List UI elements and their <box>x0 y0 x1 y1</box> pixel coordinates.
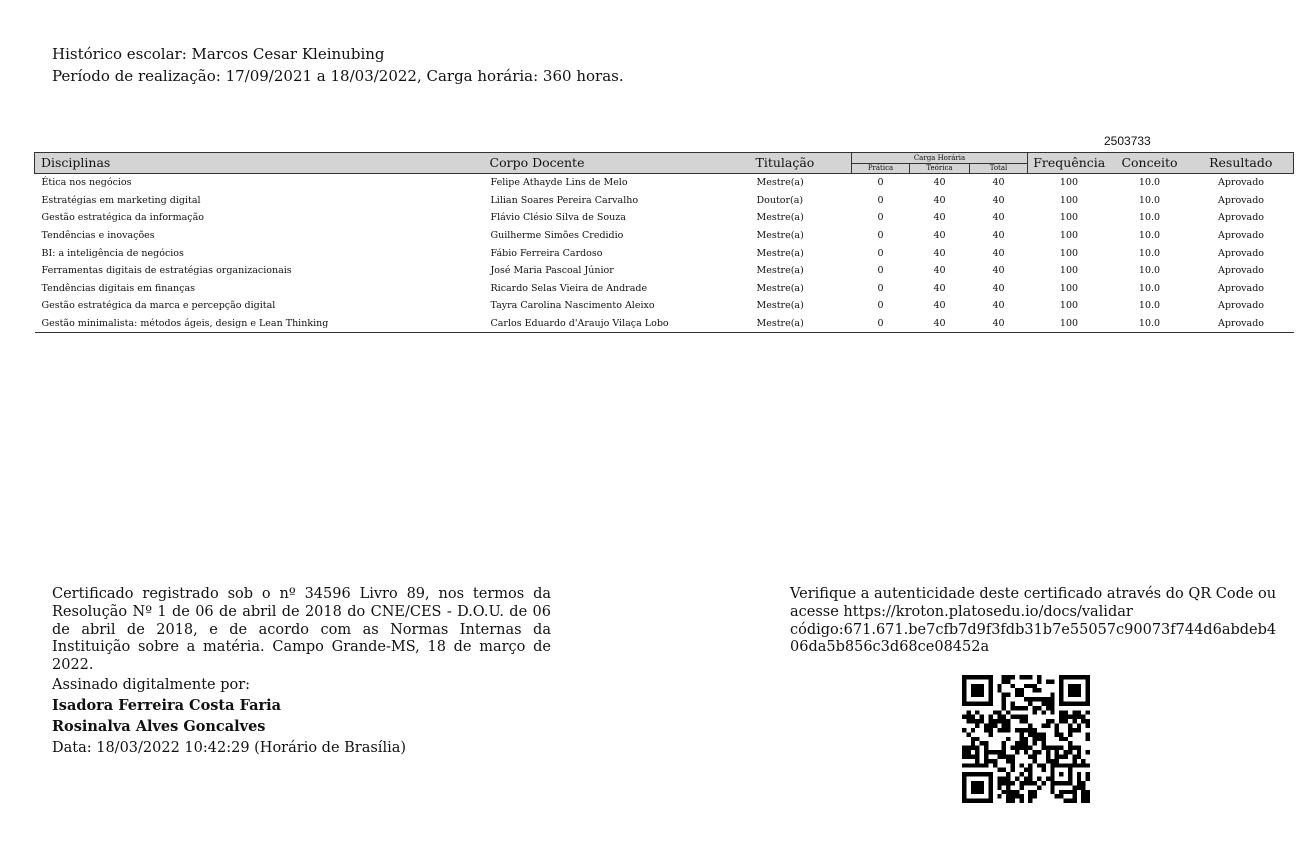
disciplina-cell: Gestão estratégica da marca e percepção digital <box>41 300 276 312</box>
registration-text: Certificado registrado sob o nº 34596 Livro 89, nos termos da Resolução Nº 1 de 06 de abril de 2018 do CNE/CES - D.O.U. de 06 de abril de 2018, e de acordo com as Normas Internas da Instituição sobre a matéria. Campo Grande-MS, 18 de março de 2022. <box>52 586 551 674</box>
resultado-cell: Aprovado <box>1217 247 1265 259</box>
titulacao-cell: Mestre(a) <box>756 300 804 312</box>
conceito-cell: 10.0 <box>1138 212 1161 224</box>
header-teorica: Teórica <box>910 164 970 174</box>
signed-by-label: Assinado digitalmente por: <box>52 677 251 693</box>
disciplina-cell: Estratégias em marketing digital <box>41 194 201 206</box>
table-row <box>35 244 1294 262</box>
total-cell: 40 <box>992 282 1005 294</box>
total-cell: 40 <box>992 230 1005 242</box>
table-row <box>35 192 1294 210</box>
verify-code-line: código:671.671.be7cfb7d9f3fdb31b7e55057c90073f744d6abdeb4 <box>790 621 1277 638</box>
docente-cell: Fábio Ferreira Cardoso <box>490 247 603 259</box>
header-resultado: Resultado <box>1189 153 1294 174</box>
titulacao-cell: Mestre(a) <box>756 247 804 259</box>
table-row <box>35 209 1294 227</box>
total-cell: 40 <box>992 265 1005 277</box>
total-cell: 40 <box>992 177 1005 189</box>
teorica-cell: 40 <box>933 194 946 206</box>
signer-name: Isadora Ferreira Costa Faria <box>52 697 282 714</box>
verify-text-line: Verifique a autenticidade deste certificado através do QR Code ou <box>790 586 1277 602</box>
docente-cell: Felipe Athayde Lins de Melo <box>490 177 628 189</box>
conceito-cell: 10.0 <box>1138 194 1161 206</box>
disciplina-cell: Ética nos negócios <box>41 177 132 189</box>
conceito-cell: 10.0 <box>1111 315 1189 333</box>
resultado-cell: Aprovado <box>1217 282 1265 294</box>
total-cell: 40 <box>970 315 1028 333</box>
verify-url-line[interactable]: acesse https://kroton.platosedu.io/docs/validar <box>790 603 1133 620</box>
resultado-cell: Aprovado <box>1217 265 1265 277</box>
conceito-cell: 10.0 <box>1138 300 1161 312</box>
frequencia-cell: 100 <box>1059 247 1079 259</box>
conceito-cell: 10.0 <box>1138 230 1161 242</box>
header-carga-horaria: Carga Horária <box>852 153 1028 164</box>
total-cell: 40 <box>992 300 1005 312</box>
resultado-cell: Aprovado <box>1217 230 1265 242</box>
conceito-cell: 10.0 <box>1138 282 1161 294</box>
frequencia-cell: 100 <box>1059 282 1079 294</box>
resultado-cell: Aprovado <box>1217 177 1265 189</box>
resultado-cell: Aprovado <box>1189 315 1294 333</box>
header-conceito: Conceito <box>1111 153 1189 174</box>
transcript-student-line: Histórico escolar: Marcos Cesar Kleinubing <box>52 45 385 63</box>
teorica-cell: 40 <box>910 315 970 333</box>
docente-cell: Carlos Eduardo d'Araujo Vilaça Lobo <box>484 315 750 333</box>
pratica-cell: 0 <box>877 177 884 189</box>
resultado-cell: Aprovado <box>1217 194 1265 206</box>
conceito-cell: 10.0 <box>1138 177 1161 189</box>
teorica-cell: 40 <box>933 212 946 224</box>
transcript-period-line: Período de realização: 17/09/2021 a 18/03/2022, Carga horária: 360 horas. <box>52 67 624 85</box>
verify-code-line: 06da5b856c3d68ce08452a <box>790 639 990 656</box>
teorica-cell: 40 <box>933 282 946 294</box>
titulacao-cell: Mestre(a) <box>756 265 804 277</box>
disciplina-cell: Gestão estratégica da informação <box>41 212 204 224</box>
total-cell: 40 <box>992 247 1005 259</box>
docente-cell: Lilian Soares Pereira Carvalho <box>490 194 639 206</box>
grades-table <box>34 152 1294 333</box>
titulacao-cell: Doutor(a) <box>756 194 804 206</box>
pratica-cell: 0 <box>877 265 884 277</box>
teorica-cell: 40 <box>933 230 946 242</box>
pratica-cell: 0 <box>877 194 884 206</box>
pratica-cell: 0 <box>877 230 884 242</box>
pratica-cell: 0 <box>877 212 884 224</box>
grades-body <box>35 174 1294 333</box>
conceito-cell: 10.0 <box>1138 247 1161 259</box>
header-corpo-docente: Corpo Docente <box>484 153 750 174</box>
teorica-cell: 40 <box>933 247 946 259</box>
signature-date: Data: 18/03/2022 10:42:29 (Horário de Brasília) <box>52 740 407 756</box>
header-disciplinas: Disciplinas <box>35 153 484 174</box>
pratica-cell: 0 <box>877 282 884 294</box>
frequencia-cell: 100 <box>1059 265 1079 277</box>
docente-cell: Tayra Carolina Nascimento Aleixo <box>490 300 655 312</box>
teorica-cell: 40 <box>933 300 946 312</box>
signer-name: Rosinalva Alves Goncalves <box>52 718 266 735</box>
pratica-cell: 0 <box>877 247 884 259</box>
resultado-cell: Aprovado <box>1217 300 1265 312</box>
total-cell: 40 <box>992 194 1005 206</box>
titulacao-cell: Mestre(a) <box>756 230 804 242</box>
table-row <box>35 280 1294 298</box>
resultado-cell: Aprovado <box>1217 212 1265 224</box>
table-row <box>35 262 1294 280</box>
teorica-cell: 40 <box>933 265 946 277</box>
table-row <box>35 315 1294 333</box>
total-cell: 40 <box>992 212 1005 224</box>
header-titulacao: Titulação <box>750 153 852 174</box>
disciplina-cell: BI: a inteligência de negócios <box>41 247 184 259</box>
verification-block <box>790 586 1290 657</box>
disciplina-cell: Ferramentas digitais de estratégias organizacionais <box>41 265 292 277</box>
frequencia-cell: 100 <box>1059 194 1079 206</box>
docente-cell: Ricardo Selas Vieira de Andrade <box>490 282 648 294</box>
table-row <box>35 227 1294 245</box>
conceito-cell: 10.0 <box>1138 265 1161 277</box>
header-total: Total <box>970 164 1028 174</box>
header-frequencia: Frequência <box>1028 153 1111 174</box>
teorica-cell: 40 <box>933 177 946 189</box>
pratica-cell: 0 <box>877 300 884 312</box>
pratica-cell: 0 <box>852 315 910 333</box>
titulacao-cell: Mestre(a) <box>756 177 804 189</box>
frequencia-cell: 100 <box>1059 230 1079 242</box>
titulacao-cell: Mestre(a) <box>756 212 804 224</box>
titulacao-cell: Mestre(a) <box>750 315 852 333</box>
titulacao-cell: Mestre(a) <box>756 282 804 294</box>
header-pratica: Prática <box>852 164 910 174</box>
frequencia-cell: 100 <box>1059 212 1079 224</box>
docente-cell: Guilherme Simões Credidio <box>490 230 624 242</box>
document-code: 2503733 <box>1104 134 1151 148</box>
table-row <box>35 174 1294 192</box>
table-row <box>35 297 1294 315</box>
disciplina-cell: Gestão minimalista: métodos ágeis, design e Lean Thinking <box>35 315 484 333</box>
frequencia-cell: 100 <box>1059 177 1079 189</box>
frequencia-cell: 100 <box>1028 315 1111 333</box>
disciplina-cell: Tendências digitais em finanças <box>41 282 195 294</box>
frequencia-cell: 100 <box>1059 300 1079 312</box>
qr-code-icon <box>962 675 1090 803</box>
docente-cell: José Maria Pascoal Júnior <box>490 265 614 277</box>
docente-cell: Flávio Clésio Silva de Souza <box>490 212 626 224</box>
disciplina-cell: Tendências e inovações <box>41 230 155 242</box>
